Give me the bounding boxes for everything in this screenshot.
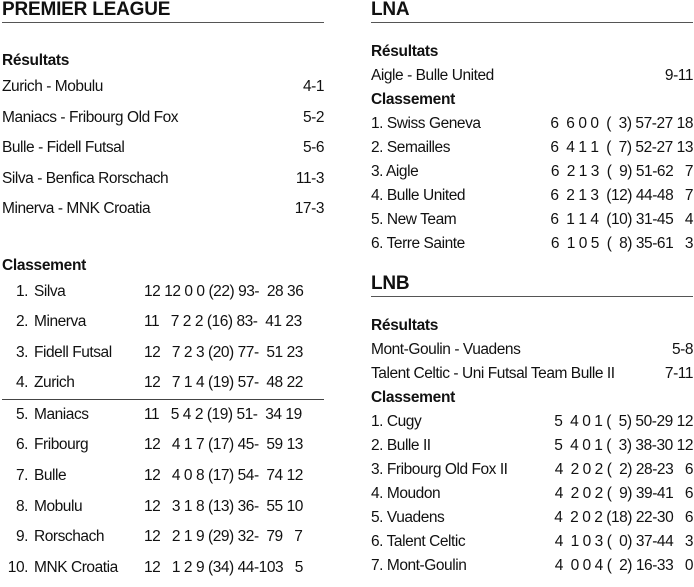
- team-stats: 12 7 1 4 (19) 57- 48 22: [144, 374, 303, 392]
- team-name: MNK Croatia: [34, 558, 118, 576]
- result-row: [371, 338, 693, 362]
- team-name: 4. Bulle United: [371, 187, 466, 204]
- result-row: [371, 362, 693, 386]
- standings-row: [371, 112, 693, 136]
- result-row: [2, 72, 324, 103]
- standings-row: [371, 482, 693, 506]
- rank: 6.: [15, 436, 28, 454]
- match-score: 9-11: [664, 67, 693, 84]
- match-name: Bulle - Fidell Futsal: [2, 139, 125, 156]
- lna-title: LNA: [371, 0, 693, 23]
- premier-results-list: [2, 72, 324, 225]
- team-name: 7. Mont-Goulin: [371, 557, 467, 574]
- lnb-standings-heading: Classement: [371, 389, 456, 406]
- team-stats: 4 2 0 2 ( 9) 39-41 6: [554, 485, 693, 502]
- result-row: [2, 133, 324, 164]
- team-stats: 6 1 0 5 ( 8) 35-61 3: [550, 235, 693, 252]
- match-score: 5-6: [302, 139, 324, 156]
- standings-row: [2, 522, 324, 553]
- team-stats: 12 1 2 9 (34) 44-103 5: [144, 558, 303, 576]
- team-stats: 4 2 0 2 ( 2) 28-23 6: [554, 461, 693, 478]
- standings-row: [371, 434, 693, 458]
- match-name: Talent Celtic - Uni Futsal Team Bulle II: [371, 365, 615, 382]
- standings-row: [2, 338, 324, 369]
- team-stats: 12 3 1 8 (13) 36- 55 10: [144, 497, 303, 515]
- standings-row: [371, 208, 693, 232]
- standings-row: [371, 232, 693, 256]
- premier-standings-heading: Classement: [2, 256, 87, 274]
- team-name: 6. Terre Sainte: [371, 235, 465, 252]
- team-name: 1. Swiss Geneva: [371, 115, 481, 132]
- lna-standings-table: [371, 112, 693, 256]
- standings-row: [371, 554, 693, 578]
- team-name: Minerva: [34, 313, 86, 331]
- match-name: Zurich - Mobulu: [2, 78, 103, 95]
- standings-row: [371, 410, 693, 434]
- standings-row: [2, 461, 324, 492]
- team-stats: 6 2 1 3 ( 9) 51-62 7: [550, 163, 693, 180]
- team-name: Fidell Futsal: [34, 343, 112, 361]
- team-name: Rorschach: [34, 528, 105, 546]
- team-name: Fribourg: [34, 436, 89, 454]
- team-stats: 4 1 0 3 ( 0) 37-44 3: [554, 533, 693, 550]
- standings-row: [2, 492, 324, 523]
- match-name: Silva - Benfica Rorschach: [2, 169, 169, 187]
- standings-row: [2, 277, 324, 308]
- standings-row: [371, 184, 693, 208]
- team-name: 2. Bulle II: [371, 437, 431, 454]
- lnb-standings-table: [371, 410, 693, 578]
- team-stats: 4 0 0 4 ( 2) 16-33 0: [554, 557, 693, 574]
- team-name: Zurich: [34, 374, 75, 392]
- team-name: 4. Moudon: [371, 485, 441, 502]
- standings-row: [2, 368, 324, 399]
- team-name: Silva: [34, 282, 66, 300]
- standings-row: [371, 136, 693, 160]
- match-score: 5-2: [302, 108, 324, 126]
- rank: 1.: [15, 282, 28, 300]
- lna-lnb-section: [371, 0, 693, 578]
- lnb-results-heading: Résultats: [371, 317, 439, 334]
- match-name: Mont-Goulin - Vuadens: [371, 341, 521, 358]
- team-name: 2. Semailles: [371, 139, 451, 156]
- standings-row: [2, 400, 324, 431]
- match-name: Aigle - Bulle United: [371, 67, 494, 84]
- rank: 3.: [15, 343, 28, 361]
- standings-row: [2, 430, 324, 461]
- team-name: 1. Cugy: [371, 413, 422, 430]
- standings-row: [371, 160, 693, 184]
- lna-results-heading: Résultats: [371, 43, 439, 60]
- result-row: [2, 194, 324, 225]
- team-stats: 12 4 1 7 (17) 45- 59 13: [144, 436, 303, 454]
- team-name: Maniacs: [34, 405, 89, 423]
- result-row: [371, 64, 693, 88]
- match-score: 17-3: [294, 200, 324, 217]
- premier-league-title: PREMIER LEAGUE: [2, 0, 324, 23]
- rank: 8.: [15, 497, 28, 515]
- match-score: 5-8: [671, 341, 693, 358]
- team-stats: 6 6 0 0 ( 3) 57-27 18: [550, 115, 693, 132]
- standings-row: [371, 530, 693, 554]
- team-name: 3. Fribourg Old Fox II: [371, 461, 508, 478]
- rank: 10.: [7, 558, 28, 576]
- match-score: 11-3: [295, 169, 324, 187]
- team-name: 5. Vuadens: [371, 509, 445, 526]
- lnb-title: LNB: [371, 274, 693, 297]
- standings-row: [371, 458, 693, 482]
- team-name: 5. New Team: [371, 211, 457, 228]
- match-score: 4-1: [302, 78, 324, 95]
- rank: 5.: [15, 405, 28, 423]
- result-row: [2, 164, 324, 195]
- team-stats: 12 4 0 8 (17) 54- 74 12: [144, 467, 303, 485]
- rank: 9.: [15, 528, 28, 546]
- team-stats: 6 4 1 1 ( 7) 52-27 13: [550, 139, 693, 156]
- team-stats: 12 7 2 3 (20) 77- 51 23: [144, 343, 303, 361]
- team-stats: 12 2 1 9 (29) 32- 79 7: [144, 528, 303, 546]
- team-stats: 11 5 4 2 (19) 51- 34 19: [144, 405, 302, 423]
- match-name: Minerva - MNK Croatia: [2, 200, 151, 217]
- team-stats: 6 2 1 3 (12) 44-48 7: [550, 187, 693, 204]
- premier-standings-table: [2, 277, 324, 584]
- result-row: [2, 103, 324, 134]
- match-name: Maniacs - Fribourg Old Fox: [2, 108, 179, 126]
- rank: 4.: [15, 374, 28, 392]
- team-name: Mobulu: [34, 497, 83, 515]
- team-name: Bulle: [34, 467, 67, 485]
- team-stats: 5 4 0 1 ( 3) 38-30 12: [554, 437, 693, 454]
- rank: 7.: [15, 467, 28, 485]
- lna-standings-heading: Classement: [371, 91, 456, 108]
- team-stats: 4 2 0 2 (18) 22-30 6: [554, 509, 693, 526]
- team-name: 6. Talent Celtic: [371, 533, 466, 550]
- standings-row: [2, 307, 324, 338]
- rank: 2.: [15, 313, 28, 331]
- match-score: 7-11: [664, 365, 693, 382]
- team-name: 3. Aigle: [371, 163, 419, 180]
- team-stats: 6 1 1 4 (10) 31-45 4: [550, 211, 693, 228]
- team-stats: 12 12 0 0 (22) 93- 28 36: [144, 282, 304, 300]
- standings-row: [371, 506, 693, 530]
- team-stats: 5 4 0 1 ( 5) 50-29 12: [554, 413, 693, 430]
- team-stats: 11 7 2 2 (16) 83- 41 23: [144, 313, 302, 331]
- standings-row: [2, 553, 324, 584]
- premier-results-heading: Résultats: [2, 52, 70, 69]
- premier-league-section: [2, 0, 324, 583]
